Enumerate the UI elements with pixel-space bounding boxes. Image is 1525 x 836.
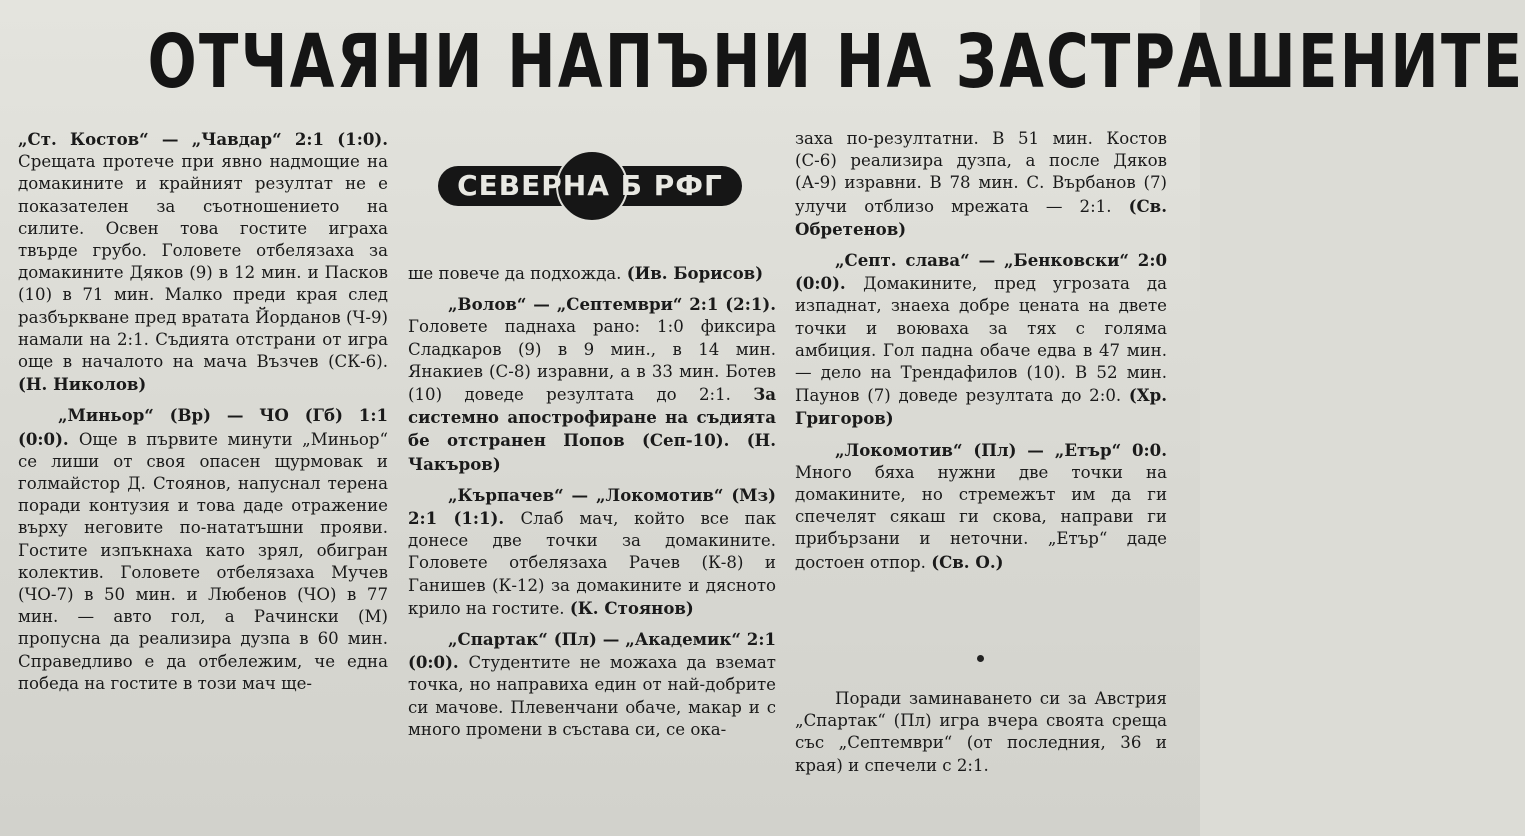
author-signature: (Хр. Григоров) (795, 385, 1167, 429)
match-heading: „Волов“ — „Септември“ 2:1 (2:1). (448, 294, 776, 315)
author-signature: (Ив. Борисов) (626, 263, 764, 283)
article-continuation (795, 128, 1167, 241)
article-text: Головете паднаха рано: 1:0 фиксира Сладкаров (9) в 9 мин., в 14 мин. Янакиев (С-8) изравни, а в 33 мин. Ботев (10) доведе резултата до 2:1. (408, 317, 776, 405)
article-lokomotiv-etar (795, 439, 1167, 574)
article-sept-slava-benkovski (795, 249, 1167, 431)
severna-b-rfg-logo (438, 150, 742, 222)
article-text: Слаб мач, който все пак донесе две точки за домакините. Головете отбелязаха Рачев (К-8) и Ганишев (К-12) за домакините и дясното крило на гостите. (408, 509, 777, 618)
article-text: Срещата протече при явно надмощие на домакините и крайният резултат не е показателен за съотношението на силите. Освен това гостите играха твърде грубо. Головете отбелязаха за домакините Дяков (9) в 12 мин. и Пасков (10) в 71 мин. Малко преди края след разбъркване пред вратата Йорданов (Ч-9) намали на 2:1. Съдията отстрани от игра още в началото на мача Възчев (СК-6). (18, 152, 388, 372)
article-spartak-note (795, 688, 1167, 777)
article-continuation (408, 262, 776, 285)
match-heading: „Локомотив“ (Пл) — „Етър“ 0:0. (835, 439, 1167, 460)
article-volov-septemvri (408, 293, 776, 476)
separator-dot (977, 655, 984, 662)
column-3 (795, 128, 1167, 582)
author-signature: (К. Стоянов) (569, 597, 694, 618)
headline: ОТЧАЯНИ НАПЪНИ НА ЗАСТРАШЕНИТЕ (147, 19, 1525, 105)
logo-text: СЕВЕРНА Б РФГ (457, 169, 723, 202)
column-1 (18, 128, 388, 703)
article-bold-text: За системно апострофиране на съдията бе отстранен Попов (Сеп-10). (408, 384, 776, 451)
match-heading: „Ст. Костов“ — „Чавдар“ 2:1 (1:0). (18, 129, 388, 149)
article-karpachev-lokomotiv (408, 484, 776, 620)
article-text: Много бяха нужни две точки на домакините, но стремежът им да ги спечелят сякаш ги скова, направи ги прибързани и неточни. „Етър“ даде достоен отпор. (795, 462, 1167, 572)
column-3-note (795, 688, 1167, 785)
article-text: ше повече да подхожда. (408, 264, 627, 283)
author-signature: (Н. Чакъров) (408, 430, 776, 474)
article-text: Поради заминаването си за Австрия „Спартак“ (Пл) игра вчера своята среща със „Септември“ (от последния, 36 и края) и спечели с 2:1. (795, 689, 1167, 775)
article-text: Още в първите минути „Миньор“ се лиши от своя опасен щурмовак и голмайстор Д. Стоянов, напуснал терена поради контузия и това даде отражение върху неговите по-нататъшни прояви. Гостите изпъкнаха като зрял, обигран колектив. Головете отбелязаха Мучев (ЧО-7) в 50 мин. и Любенов (ЧО) в 77 мин. — авто гол, а Рачински (М) пропусна да реализира дузпа в 60 мин. Справедливо е да отбележим, че една победа на гостите в този мач ще- (18, 429, 388, 693)
author-signature: (Н. Николов) (18, 374, 147, 395)
author-signature: (Св. О.) (931, 551, 1004, 572)
article-text: Студентите не можаха да вземат точка, но направиха един от най-добрите си мачове. Плевенчани обаче, макар и с много промени в състава си, се ока- (408, 653, 776, 739)
author-signature: (Св. Обретенов) (795, 195, 1167, 239)
article-text: Домакините, пред угрозата да изпаднат, знаеха добре цената на двете точки и воюваха за тях с голяма амбиция. Гол падна обаче едва в 47 мин. — дело на Трендафилов (10). В 52 мин. Паунов (7) доведе резултата до 2:0. (795, 274, 1167, 406)
article-minyor-cho (18, 404, 388, 695)
match-heading: „Септ. слава“ — „Бенковски“ 2:0 (0:0). (795, 250, 1167, 294)
match-heading: „Миньор“ (Вр) — ЧО (Гб) 1:1 (0:0). (18, 405, 388, 449)
article-text: заха по-резултатни. В 51 мин. Костов (С-6) реализира дузпа, а после Дяков (А-9) изравни. В 78 мин. С. Върбанов (7) улучи отблизо мрежата — 2:1. (795, 129, 1167, 216)
match-heading: „Спартак“ (Пл) — „Академик“ 2:1 (0:0). (408, 629, 776, 673)
column-2 (408, 262, 776, 749)
article-kostov-chavdar (18, 128, 388, 396)
article-spartak-akademik (408, 628, 776, 741)
match-heading: „Кърпачев“ — „Локомотив“ (Мз) 2:1 (1:1). (408, 484, 776, 529)
